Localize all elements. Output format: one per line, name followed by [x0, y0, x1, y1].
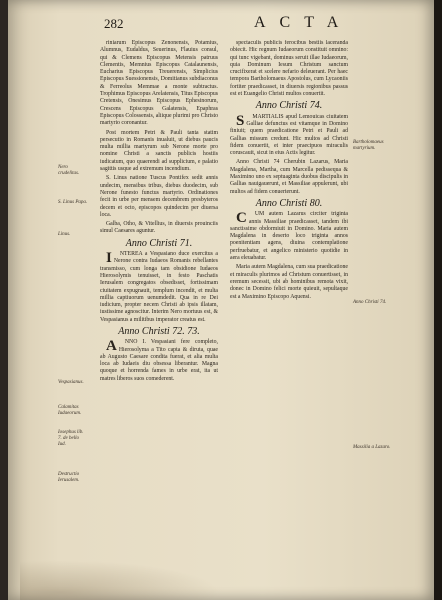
- page-header: [104, 16, 354, 32]
- right-text-column: [230, 40, 348, 590]
- running-title: ACTA: [254, 14, 353, 31]
- section-heading: Anno Christi 72. 73.: [118, 325, 200, 337]
- margin-note: S. Linus Papa.: [58, 200, 88, 205]
- left-text-column: [100, 40, 218, 590]
- section-heading: Anno Christi 71.: [125, 237, 193, 249]
- margin-note: Nero crudelitas.: [58, 165, 80, 176]
- margin-note: Iosephus lib. 7. de bello Iud.: [58, 430, 84, 447]
- paragraph: S MARTIALIS apud Lemouicas ciuitatem Galliae defunctus est vitamque in Domino finiuit; quem praedicatione Petri et Pauli ad Gallias missum credunt. Hic multos ad Christi fidem conuertit, et inter praecipuos miraculis coruscauit, sicut in eius Actis legitur.: [230, 112, 348, 157]
- margin-note: Vespasianus.: [58, 380, 84, 385]
- paragraph: I NTEREA a Vespasiano duce exercitus a Nerone contra Iudaeos Romanis rebellantes transmisso, cum longa tam obsidione Iudaeos Hierosolymis tenuisset, in festo Paschatis Ierusalem congregatos obsedisset, fortissimam ciuitatem expugnauit, templum incendit, et multa millia captiuorum uenumdedit. Qua in re Dei iudicium, propter necem Christi ab ipsis illatam, iustissime agnoscitur. Interim Nero mortuus est, & Vespasianus a militibus imperator creatus est.: [100, 250, 218, 323]
- margin-note: Massilia a Lazaro.: [353, 445, 391, 450]
- section-heading: Anno Christi 80.: [255, 197, 323, 209]
- page-edge-shadow: [434, 0, 442, 600]
- drop-cap: C: [236, 210, 247, 227]
- margin-note: Linus.: [58, 232, 71, 237]
- paragraph: Maria autem Magdalena, cum sua praedicatione et miraculis plurimos ad Christum conuertisset, in eremum secessit, ubi ab hominibus remota vixit, donec in Domino felici morte quieuit, sepultaque est a Maximino Episcopo Aquensi.: [230, 264, 348, 300]
- page-number: 282: [104, 16, 124, 31]
- book-page: [8, 0, 434, 600]
- margin-note: Destructio Ierusalem.: [58, 472, 80, 483]
- paragraph: Post mortem Petri & Pauli tanta statim persecutio in Romanis inualuit, ut diebus paucis multa millia martyrum sub Nerone morte pro nomine Christi a sanctis publicis hostiis iudicatum, quo quaerendi ad supplicium, e palatio sagittis usque ad extremum incendium.: [100, 129, 218, 173]
- drop-cap: I: [106, 250, 112, 267]
- paragraph: Anno Christi 74 Cherubin Lazarus, Maria Magdalena, Martha, cum Marcella pedissequa & Maximino uno ex septuaginta duobus discipulis in Gallias nauigauerunt, et Massiliae appulerunt, ubi multos ad fidem conuerterunt.: [230, 159, 348, 195]
- paragraph: S. Linus natione Tuscus Pontifex sedit annis undecim, mensibus tribus, diebus duodecim, sub Nerone funesto functus martyrio. Ordinationes fecit in urbe per mensem decembrem presbyteros decem et octo, episcopos quindecim per diuersa loca.: [100, 175, 218, 218]
- drop-cap: A: [106, 338, 117, 355]
- section-heading: Anno Christi 74.: [255, 100, 323, 112]
- margin-note: Calamitas Iudaeorum.: [58, 405, 82, 416]
- paragraph: A NNO I. Vespasiani fere completo, Hierosolyma a Tito capta & diruta, quae ab Augusto Caesare condita fuerat, et alia multa loca ab Iudaeis diu obsessa liberantur. Magna quoque et horrenda fames in urbe erat, ita ut matres liberos suos comederent.: [100, 338, 218, 382]
- paragraph: spectaculis publicis ferocibus bestiis laceranda obiecit. Hic regnum Iudaeorum constituit omnino: qui tunc vigebant, dominus seruit illae Iudaeorum, quia Dominum Iesum Christum sanctum crucifixerat et scelere nefario deleuerant. Per haec tempora Bartholomaeus Apostolus, cum Lycaoniis fortiter praedicasset, in diuersis regionibus passus est et Euangelio Christi multos conuertit.: [230, 40, 348, 98]
- margin-note: Bartholomaeus martyrium.: [353, 140, 384, 151]
- drop-cap: S: [236, 112, 245, 129]
- paragraph: Galba, Otho, & Vitellius, in diuersis prouinciis simul Caesares aguntur.: [100, 221, 218, 235]
- paragraph: riniarum Episcopus Zenonensis, Potamius, Alumnus, Eudaldus, Seuerinus, Flauius consul, qui & Clemens Episcopus Metensis patruus Clementis, Memnius Episcopus Catalaunensis, Eucharius Episcopus Treuerensis, Simplicius Episcopus Suessionensis, Domitianus subdiaconus & Ferreolus Memmae a monte subtractus. Trophimus Episcopus Arelatensis, Titus Episcopus Cretensis, Onesimus Episcopus Ephesinorum, Crescens Episcopus Galatensis, Epaphras Episcopus Colossensis, aliique plurimi pro Christo martyrio coronantur.: [100, 40, 218, 127]
- margin-note: Anno Christi 74.: [353, 300, 387, 305]
- paragraph: C UM autem Lazarus circiter triginta annis Massiliae praedicasset, tandem ibi sanctissime obdormiuit in Domino. Maria autem Magdalena in deserto loco triginta annos poenitentiam agens, diuina contemplatione perfruebatur, et angelico ministerio quotidie in aera eleuabatur.: [230, 210, 348, 262]
